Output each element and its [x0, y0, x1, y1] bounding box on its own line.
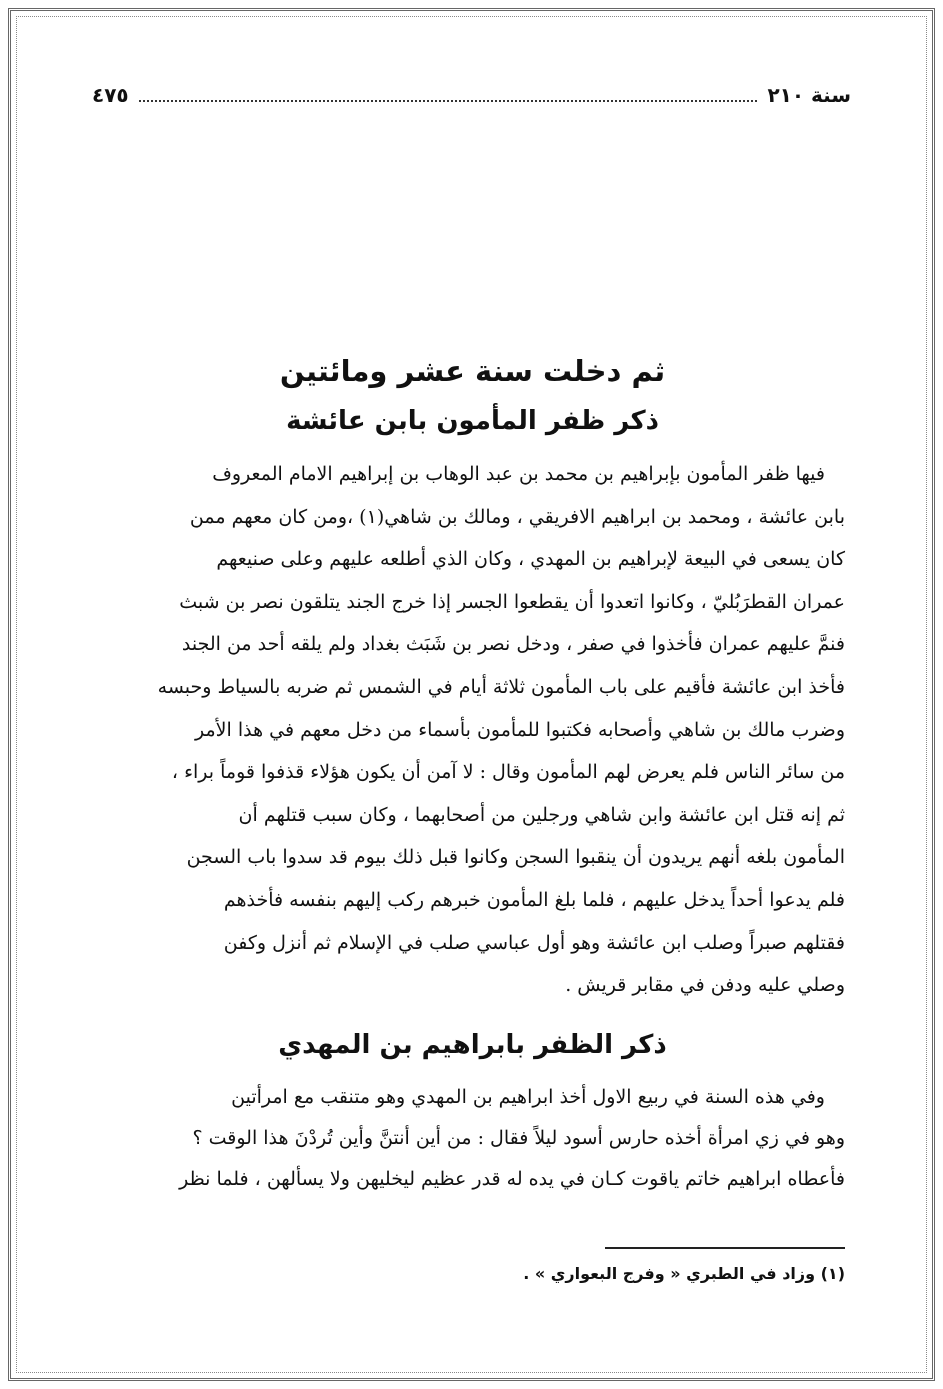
text-line: فنمَّ عليهم عمران فأخذوا في صفر ، ودخل نصر بن شَبَث بغداد ولم يلقه أحد من الجند [181, 633, 845, 656]
section-title-2: ذكر الظفر بابراهيم بن المهدي [278, 1029, 667, 1060]
text-line: وفي هذه السنة في ربيع الاول أخذ ابراهيم بن المهدي وهو متنقب مع امرأتين [231, 1085, 825, 1108]
main-content [100, 345, 845, 1200]
text-line: بابن عائشة ، ومحمد بن ابراهيم الافريقي ، ومالك بن شاهي(١) ،ومن كان معهم ممن [189, 505, 845, 528]
page-number: ٤٧٥ [92, 83, 129, 107]
text-line: وضرب مالك بن شاهي وأصحابه فكتبوا للمأمون بأسماء من دخل معهم في هذا الأمر [195, 718, 845, 741]
header-dot-leader [139, 100, 758, 102]
text-line: فلم يدعوا أحداً يدخل عليهم ، فلما بلغ المأمون خبرهم ركب إليهم بنفسه فأخذهم [223, 888, 845, 911]
text-line: فيها ظفر المأمون بإبراهيم بن محمد بن عبد الوهاب بن إبراهيم الامام المعروف [212, 463, 825, 485]
text-line: المأمون بلغه أنهم يريدون أن ينقبوا السجن وكانوا قبل ذلك بيوم قد سدوا باب السجن [186, 846, 845, 869]
text-line: عمران القطرَبُليّ ، وكانوا اتعدوا أن يقطعوا الجسر إذا خرج الجند يتلقون نصر بن شبث [179, 590, 845, 613]
text-line: فقتلهم صبراً وصلب ابن عائشة وهو أول عباسي صلب في الإسلام ثم أنزل وكفن [223, 931, 845, 954]
footnote-rule [605, 1247, 845, 1249]
section-title-1: ذكر ظفر المأمون بابن عائشة [286, 406, 659, 436]
footnote: (١) وزاد في الطبري « وفرج البعواري » . [523, 1264, 845, 1283]
running-title: سنة ٢١٠ [767, 83, 851, 107]
text-line: فأخذ ابن عائشة فأقيم على باب المأمون ثلاثة أيام في الشمس ثم ضربه بالسياط وحبسه [157, 675, 845, 698]
text-line: وصلي عليه ودفن في مقابر قريش . [565, 974, 845, 997]
text-line: فأعطاه ابراهيم خاتم ياقوت كـان في يده له قدر عظيم ليخليهن ولا يسألهن ، فلما نظر [179, 1167, 845, 1190]
chapter-title: ثم دخلت سنة عشر ومائتين [279, 354, 666, 388]
text-line: من سائر الناس فلم يعرض لهم المأمون وقال : لا آمن أن يكون هؤلاء قذفوا قوماً براء ، [171, 761, 845, 784]
text-line: كان يسعى في البيعة لإبراهيم بن المهدي ، وكان الذي أطلعه عليهم وعلى صنيعهم [216, 548, 845, 571]
text-line: ثم إنه قتل ابن عائشة وابن شاهي ورجلين من أصحابهما ، وكان سبب قتلهم أن [238, 803, 845, 826]
section-2-body [100, 1077, 845, 1200]
running-header [92, 78, 851, 112]
text-line: وهو في زي امرأة أخذه حارس أسود ليلاً فقال : من أين أنتنَّ وأين تُردْنَ هذا الوقت ؟ [192, 1126, 845, 1149]
section-1-body [100, 453, 845, 1007]
